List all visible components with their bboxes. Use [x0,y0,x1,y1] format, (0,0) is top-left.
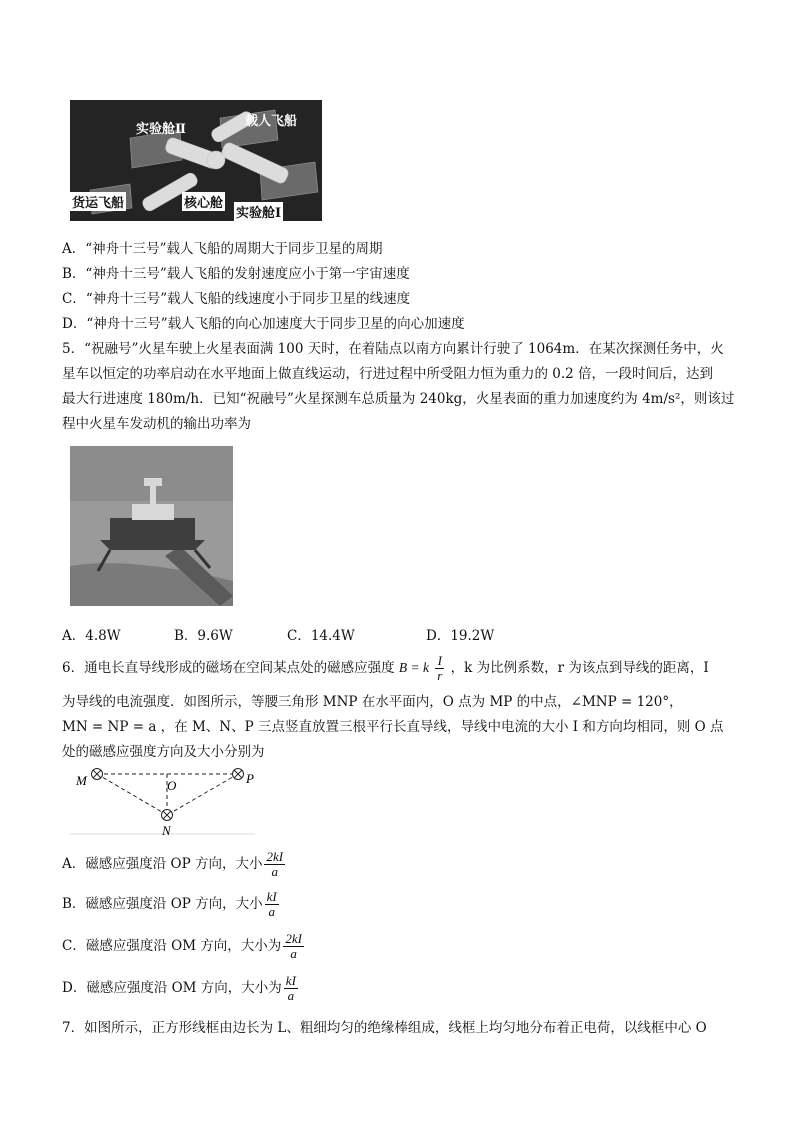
q6-option-d-numerator: kI [285,973,296,988]
q6-option-b-text: B．磁感应强度沿 OP 方向，大小 [62,896,263,912]
q5-stem-line-4: 程中火星车发动机的输出功率为 [62,416,251,432]
wire-m-symbol [92,769,103,780]
wire-n-symbol [162,810,173,821]
q5-option-c: C．14.4W [287,628,355,644]
q6-option-b-numerator: kI [266,889,277,904]
label-core-module: 核心舱 [182,192,225,211]
q4-option-d: D．“神舟十三号”载人飞船的向心加速度大于同步卫星的向心加速度 [62,316,465,332]
q4-option-a: A．“神舟十三号”载人飞船的周期大于同步卫星的周期 [62,241,383,257]
label-cargo-ship: 货运飞船 [70,192,126,211]
label-lab-module-1: 实验舱Ⅰ [234,202,283,221]
q6-option-a-denominator: a [271,864,279,879]
q5-option-d: D．19.2W [426,628,495,644]
q5-stem-line-1: 5．“祝融号”火星车驶上火星表面满 100 天时，在着陆点以南方向累计行驶了 1064m．在某次探测任务中，火 [62,341,724,357]
q4-option-b: B．“神舟十三号”载人飞船的发射速度应小于第一宇宙速度 [62,266,410,282]
q6-stem-line-1 [62,654,709,683]
q6-formula-fraction [435,654,444,683]
q6-option-c-numerator: 2kI [285,931,302,946]
q6-formula-lhs: B = k [398,660,429,675]
label-n: N [162,823,171,836]
q6-option-a-text: A．磁感应强度沿 OP 方向，大小 [62,856,263,872]
q6-stem-line-4: 处的磁感应强度方向及大小分别为 [62,744,265,760]
q6-option-d [62,974,300,1003]
q6-option-d-denominator: a [287,988,295,1003]
mars-rover-photo [70,446,233,606]
q6-stem-text-b: ，k 为比例系数，r 为该点到导线的距离，I [450,660,709,676]
label-m: M [76,773,87,788]
q5-option-a: A．4.8W [62,628,121,644]
q4-option-c: C．“神舟十三号”载人飞船的线速度小于同步卫星的线速度 [62,291,411,307]
label-o: O [167,778,177,793]
q6-option-d-text: D．磁感应强度沿 OM 方向，大小为 [62,980,282,996]
wire-p-symbol [233,769,244,780]
q7-stem-line-1: 7．如图所示，正方形线框由边长为 L、粗细均匀的绝缘棒组成，线框上均匀地分布着正电荷，以线框中心 O [62,1020,707,1036]
label-p: P [246,771,254,786]
mars-rover-illustration [70,446,233,606]
q6-stem-text-a: 6．通电长直导线形成的磁场在空间某点处的磁感应强度 [62,660,395,676]
q5-option-b: B．9.6W [174,628,233,644]
q6-option-a [62,850,287,879]
q6-option-c [62,932,306,961]
q6-option-c-denominator: a [290,946,297,961]
q6-option-b-denominator: a [268,904,275,919]
q6-stem-line-2: 为导线的电流强度．如图所示，等腰三角形 MNP 在水平面内，O 点为 MP 的中点，∠MNP = 120°， [62,694,683,710]
label-crew-ship: 载人飞船 [245,114,298,129]
space-station-photo [70,100,322,221]
q6-formula-numerator: I [435,654,444,669]
q5-stem-line-2: 星车以恒定的功率启动在水平地面上做直线运动，行进过程中所受阻力恒为重力的 0.2 倍，一段时间后，达到 [62,366,714,382]
q6-stem-line-3: MN = NP = a ，在 M、N、P 三点竖直放置三根平行长直导线，导线中电流的大小 I 和方向均相同，则 O 点 [62,719,724,735]
label-lab-module-2: 实验舱Ⅱ [136,122,186,137]
q6-option-b [62,890,281,919]
q6-option-a-numerator: 2kI [266,849,284,864]
q6-option-c-text: C．磁感应强度沿 OM 方向，大小为 [62,938,282,954]
q6-formula-denominator: r [437,668,443,683]
triangle-mnp-figure [70,764,260,836]
q5-stem-line-3: 最大行进速度 180m/h．已知“祝融号”火星探测车总质量为 240kg，火星表面的重力加速度约为 4m/s²，则该过 [62,391,735,407]
